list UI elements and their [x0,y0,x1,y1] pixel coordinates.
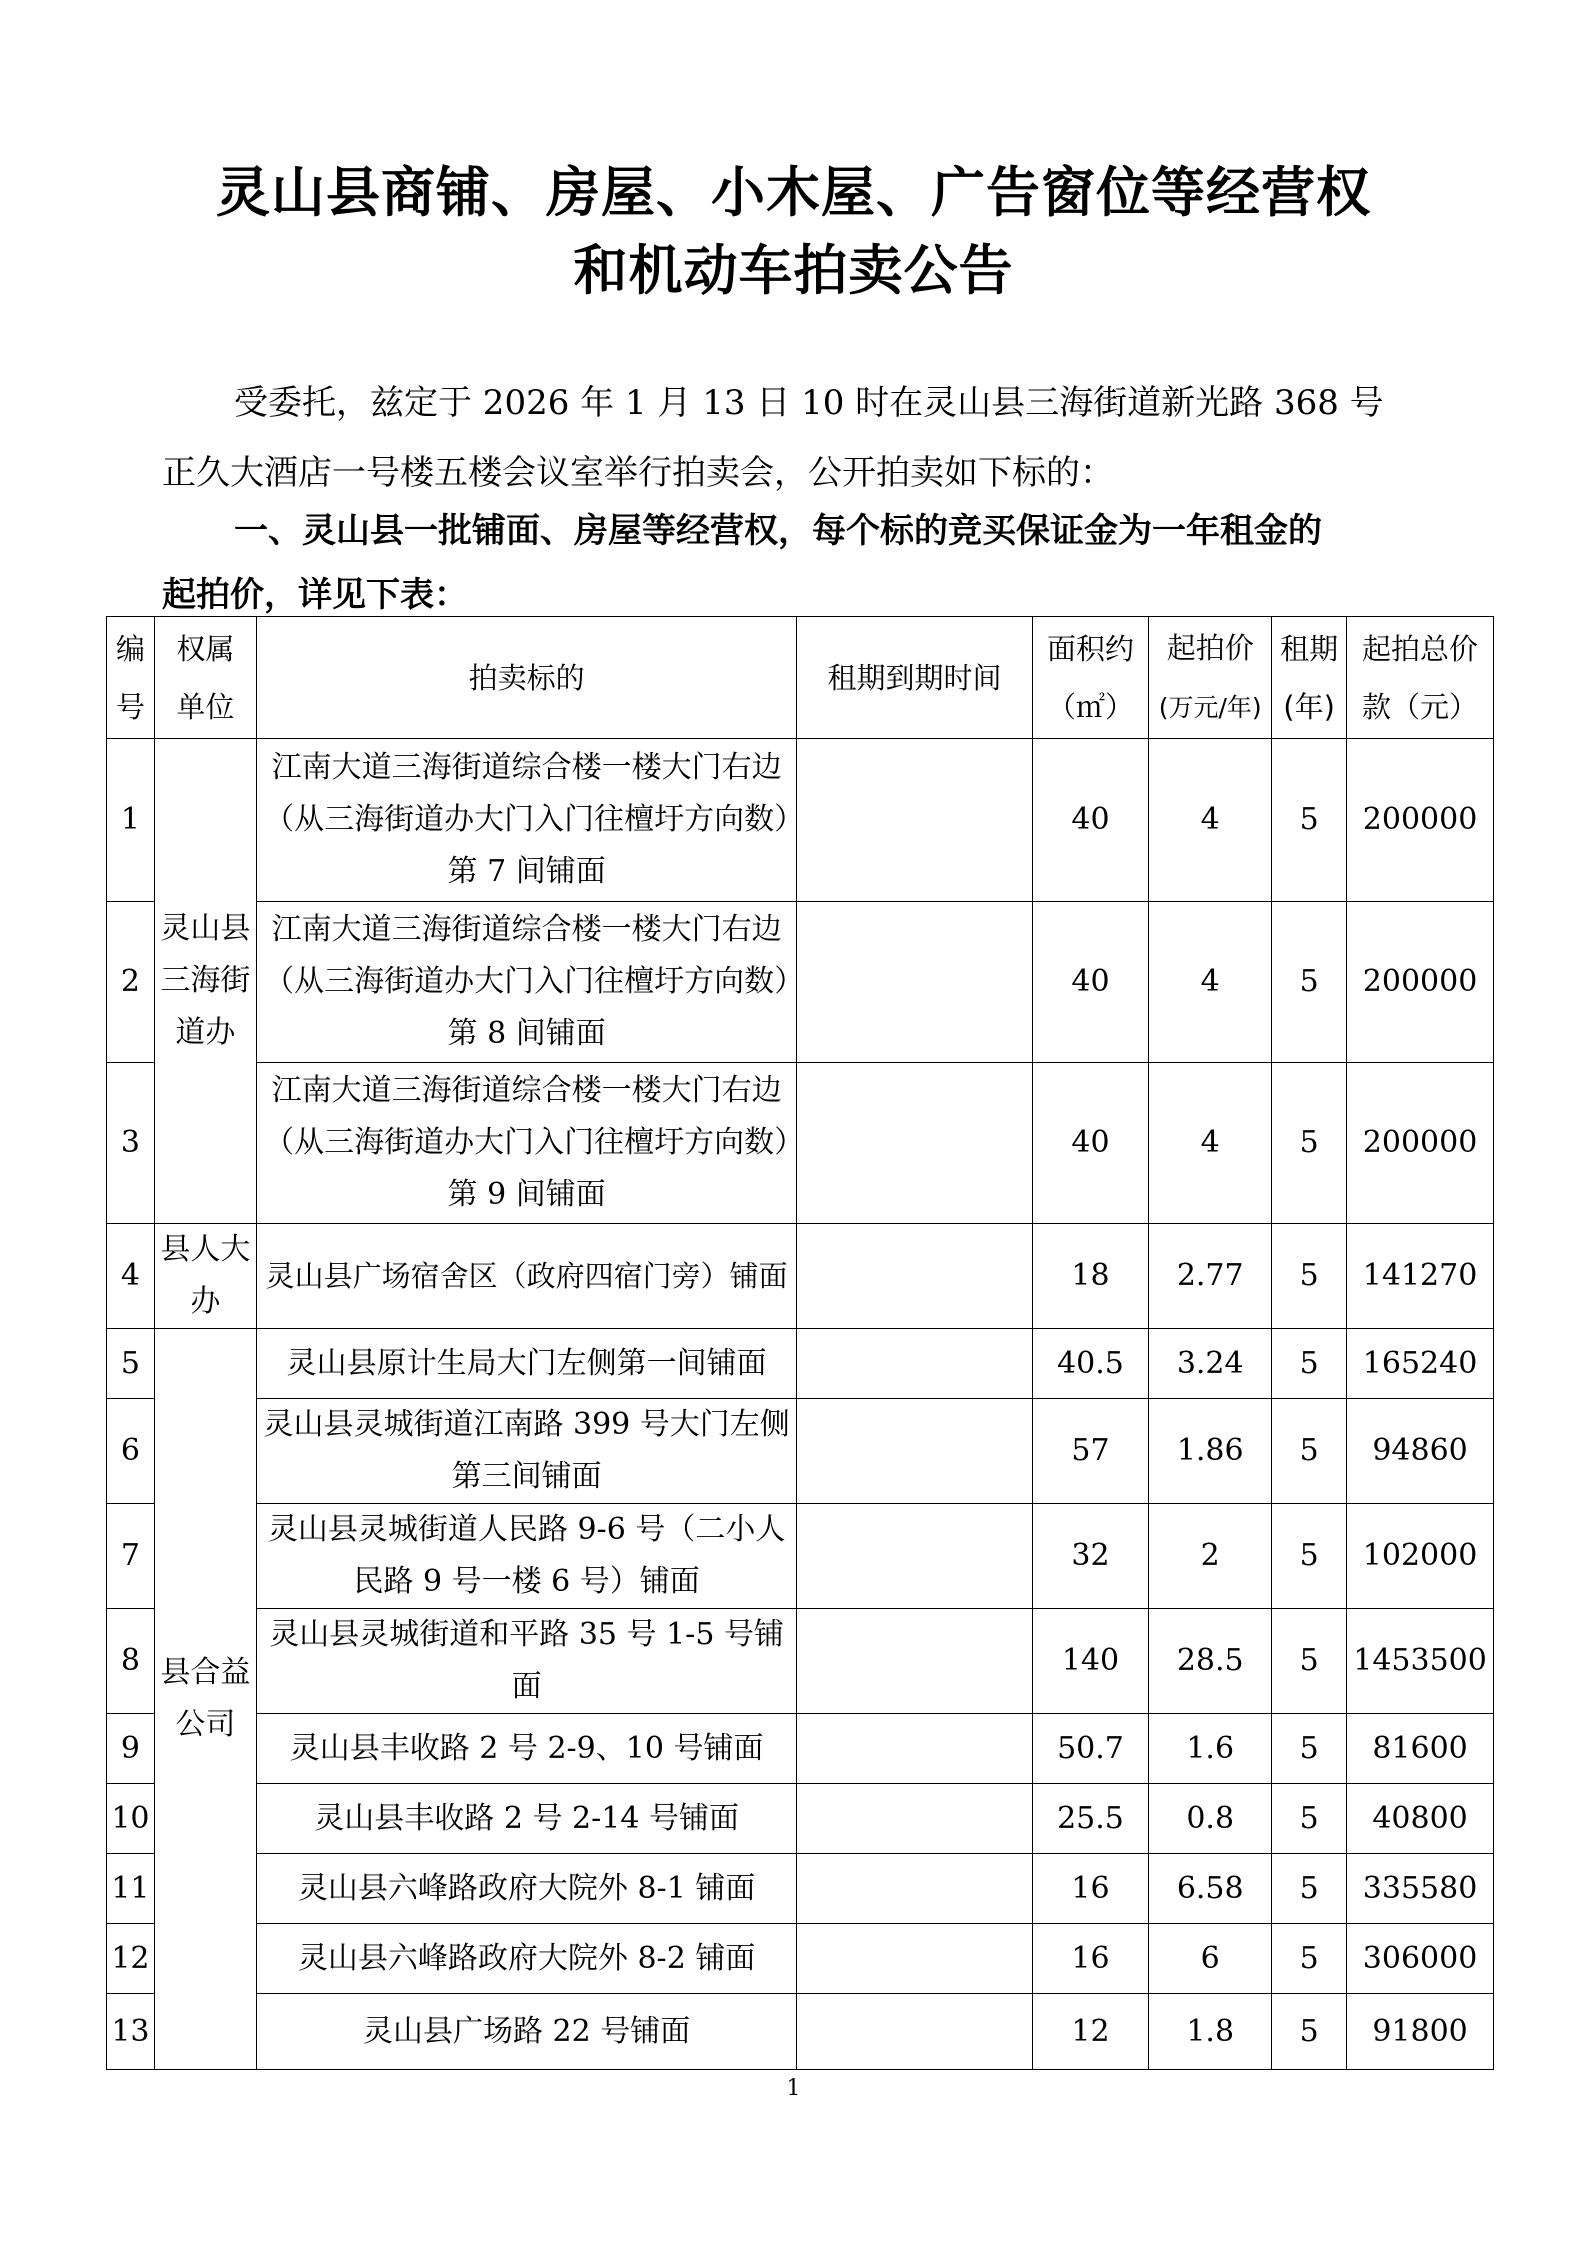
cell-expiry [797,1504,1032,1609]
cell-area: 140 [1032,1609,1149,1714]
cell-price: 6.58 [1149,1854,1272,1924]
cell-subject: 灵山县广场路 22 号铺面 [256,1994,796,2070]
intro-line2: 正久大酒店一号楼五楼会议室举行拍卖会，公开拍卖如下标的： [162,453,1114,493]
cell-price: 3.24 [1149,1329,1272,1399]
cell-area: 16 [1032,1854,1149,1924]
cell-area: 40 [1032,1063,1149,1224]
cell-term: 5 [1272,1854,1347,1924]
cell-area: 12 [1032,1994,1149,2070]
cell-total: 200000 [1347,739,1494,902]
cell-price: 1.86 [1149,1399,1272,1504]
table-row [107,739,1494,902]
cell-expiry [797,1924,1032,1994]
cell-term: 5 [1272,1063,1347,1224]
cell-price: 2 [1149,1504,1272,1609]
cell-no: 6 [107,1399,155,1504]
cell-no: 9 [107,1714,155,1784]
cell-expiry [797,1714,1032,1784]
table-row [107,1714,1494,1784]
cell-expiry [797,1399,1032,1504]
cell-price: 2.77 [1149,1224,1272,1329]
cell-no: 3 [107,1063,155,1224]
cell-area: 25.5 [1032,1784,1149,1854]
table-row [107,1609,1494,1714]
table-row [107,1224,1494,1329]
cell-total: 200000 [1347,902,1494,1063]
cell-total: 94860 [1347,1399,1494,1504]
cell-expiry [797,1609,1032,1714]
cell-no: 5 [107,1329,155,1399]
cell-expiry [797,1224,1032,1329]
cell-area: 40 [1032,739,1149,902]
header-subject: 拍卖标的 [256,617,796,739]
header-owner: 权属 单位 [154,617,256,739]
cell-total: 165240 [1347,1329,1494,1399]
cell-expiry [797,1063,1032,1224]
cell-subject: 江南大道三海街道综合楼一楼大门右边（从三海街道办大门入门往檀圩方向数）第 9 间铺面 [256,1063,796,1224]
cell-total: 102000 [1347,1504,1494,1609]
cell-price: 4 [1149,1063,1272,1224]
table-row [107,1784,1494,1854]
cell-owner: 县合益公司 [154,1329,256,2070]
cell-total: 40800 [1347,1784,1494,1854]
table-row [107,902,1494,1063]
cell-no: 13 [107,1994,155,2070]
cell-area: 16 [1032,1924,1149,1994]
cell-owner: 县人大办 [154,1224,256,1329]
cell-area: 50.7 [1032,1714,1149,1784]
cell-total: 81600 [1347,1714,1494,1784]
cell-price: 28.5 [1149,1609,1272,1714]
cell-term: 5 [1272,1399,1347,1504]
cell-total: 91800 [1347,1994,1494,2070]
cell-no: 2 [107,902,155,1063]
table-row [107,1063,1494,1224]
cell-subject: 灵山县丰收路 2 号 2-9、10 号铺面 [256,1714,796,1784]
cell-no: 11 [107,1854,155,1924]
cell-subject: 灵山县原计生局大门左侧第一间铺面 [256,1329,796,1399]
cell-term: 5 [1272,1224,1347,1329]
cell-area: 18 [1032,1224,1149,1329]
cell-area: 57 [1032,1399,1149,1504]
auction-table [106,616,1494,2070]
cell-expiry [797,1854,1032,1924]
intro-line1: 受委托，兹定于 2026 年 1 月 13 日 10 时在灵山县三海街道新光路 368 号 [234,383,1384,423]
table-row [107,1504,1494,1609]
cell-area: 32 [1032,1504,1149,1609]
table-header-row [107,617,1494,739]
table-row [107,1924,1494,1994]
cell-no: 10 [107,1784,155,1854]
cell-subject: 灵山县灵城街道江南路 399 号大门左侧第三间铺面 [256,1399,796,1504]
cell-owner: 灵山县三海街道办 [154,739,256,1224]
header-total: 起拍总价 款（元） [1347,617,1494,739]
cell-term: 5 [1272,902,1347,1063]
cell-total: 335580 [1347,1854,1494,1924]
cell-term: 5 [1272,1609,1347,1714]
cell-expiry [797,902,1032,1063]
cell-expiry [797,1994,1032,2070]
cell-subject: 江南大道三海街道综合楼一楼大门右边（从三海街道办大门入门往檀圩方向数）第 8 间铺面 [256,902,796,1063]
table-row [107,1994,1494,2070]
document-title-line2: 和机动车拍卖公告 [573,239,1014,302]
cell-total: 306000 [1347,1924,1494,1994]
table-row [107,1329,1494,1399]
cell-price: 0.8 [1149,1784,1272,1854]
section1-heading-line2: 起拍价，详见下表： [162,575,468,615]
cell-expiry [797,1784,1032,1854]
cell-price: 1.6 [1149,1714,1272,1784]
cell-expiry [797,739,1032,902]
cell-subject: 灵山县六峰路政府大院外 8-1 铺面 [256,1854,796,1924]
cell-subject: 灵山县六峰路政府大院外 8-2 铺面 [256,1924,796,1994]
page-number: 1 [786,2076,801,2101]
cell-term: 5 [1272,1329,1347,1399]
document-title-line1: 灵山县商铺、房屋、小木屋、广告窗位等经营权 [216,161,1371,224]
cell-no: 4 [107,1224,155,1329]
cell-total: 1453500 [1347,1609,1494,1714]
cell-price: 1.8 [1149,1994,1272,2070]
cell-subject: 江南大道三海街道综合楼一楼大门右边（从三海街道办大门入门往檀圩方向数）第 7 间铺面 [256,739,796,902]
cell-area: 40 [1032,902,1149,1063]
cell-total: 200000 [1347,1063,1494,1224]
cell-price: 4 [1149,739,1272,902]
cell-no: 8 [107,1609,155,1714]
cell-price: 4 [1149,902,1272,1063]
table-row [107,1399,1494,1504]
section1-heading-line1: 一、灵山县一批铺面、房屋等经营权，每个标的竞买保证金为一年租金的 [234,511,1322,551]
cell-subject: 灵山县丰收路 2 号 2-14 号铺面 [256,1784,796,1854]
cell-expiry [797,1329,1032,1399]
cell-subject: 灵山县灵城街道和平路 35 号 1-5 号铺面 [256,1609,796,1714]
cell-term: 5 [1272,1924,1347,1994]
header-expiry: 租期到期时间 [797,617,1032,739]
cell-subject: 灵山县灵城街道人民路 9-6 号（二小人民路 9 号一楼 6 号）铺面 [256,1504,796,1609]
cell-term: 5 [1272,1994,1347,2070]
header-area: 面积约 （㎡） [1032,617,1149,739]
table-row [107,1854,1494,1924]
cell-term: 5 [1272,1714,1347,1784]
header-price: 起拍价 (万元/年) [1149,617,1272,739]
header-term: 租期 (年) [1272,617,1347,739]
cell-term: 5 [1272,1504,1347,1609]
cell-price: 6 [1149,1924,1272,1994]
header-no: 编 号 [107,617,155,739]
cell-no: 7 [107,1504,155,1609]
cell-no: 1 [107,739,155,902]
cell-area: 40.5 [1032,1329,1149,1399]
cell-term: 5 [1272,739,1347,902]
cell-no: 12 [107,1924,155,1994]
cell-term: 5 [1272,1784,1347,1854]
cell-total: 141270 [1347,1224,1494,1329]
cell-subject: 灵山县广场宿舍区（政府四宿门旁）铺面 [256,1224,796,1329]
